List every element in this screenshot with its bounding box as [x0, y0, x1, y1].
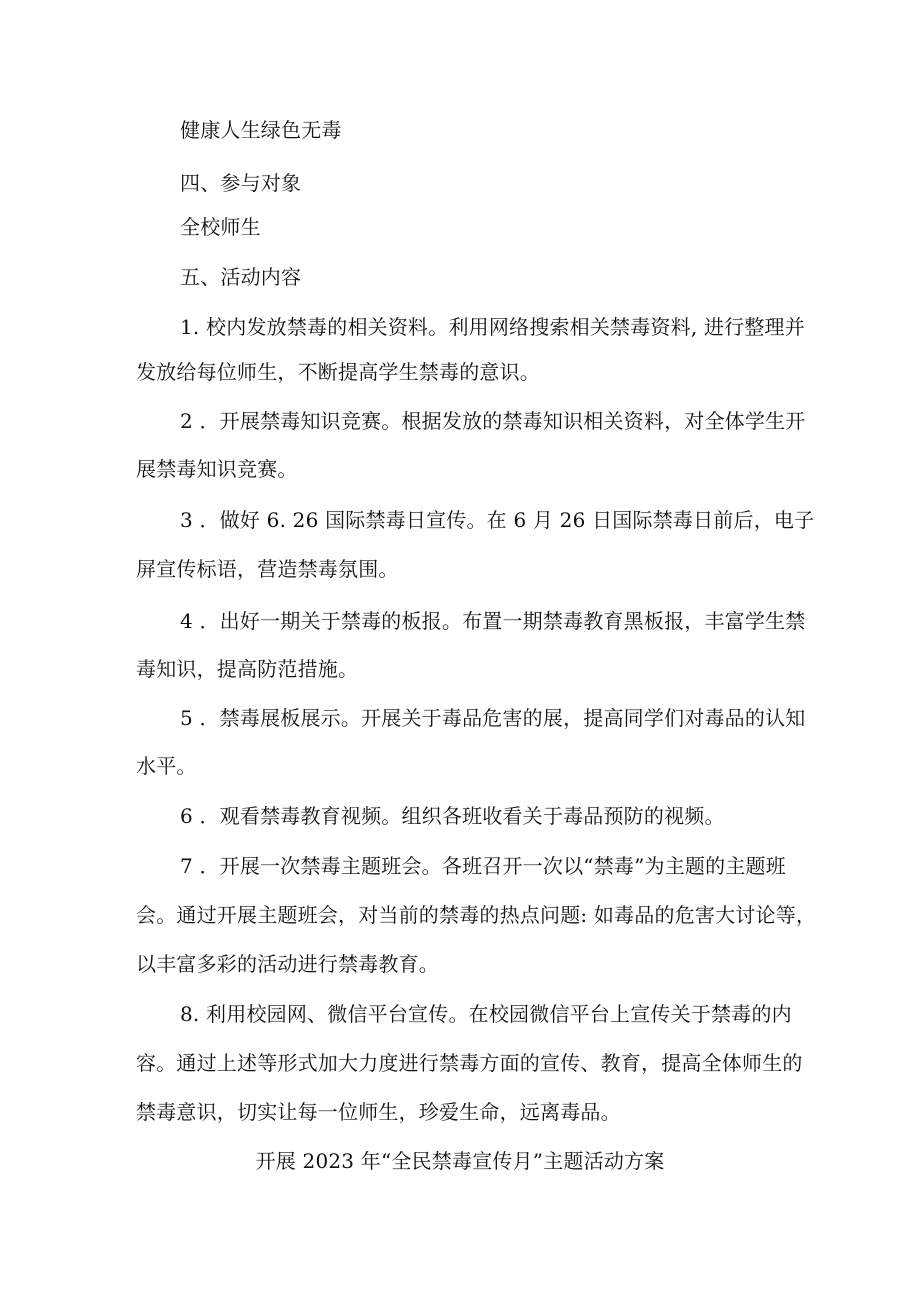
item-4-line-2: 毒知识，提高防范措施。	[136, 657, 359, 681]
item-7-line-1: 7 ．开展一次禁毒主题班会。各班召开一次以“禁毒”为主题的主题班	[180, 854, 786, 878]
item-5-line-2: 水平。	[136, 754, 197, 778]
item-7-line-3: 以丰富多彩的活动进行禁毒教育。	[136, 952, 439, 976]
item-4-line-1: 4 ．出好一期关于禁毒的板报。布置一期禁毒教育黑板报，丰富学生禁	[180, 609, 806, 633]
section-five-title: 五、活动内容	[180, 265, 302, 289]
item-7-line-2: 会。通过开展主题班会，对当前的禁毒的热点问题: 如毒品的危害大讨论等，	[136, 903, 817, 927]
item-1-line-1: 1. 校内发放禁毒的相关资料。利用网络搜索相关禁毒资料, 进行整理并	[180, 315, 805, 339]
next-section-title: 开展 2023 年“全民禁毒宣传月”主题活动方案	[255, 1149, 665, 1173]
item-3-line-1: 3 ．做好 6. 26 国际禁毒日宣传。在 6 月 26 日国际禁毒日前后，电子	[180, 508, 815, 532]
item-3-line-2: 屏宣传标语，营造禁毒氛围。	[136, 557, 399, 581]
participants-text: 全校师生	[180, 215, 261, 239]
item-8-line-3: 禁毒意识，切实让每一位师生，珍爱生命，远离毒品。	[136, 1100, 621, 1124]
item-1-line-2: 发放给每位师生，不断提高学生禁毒的意识。	[136, 360, 540, 384]
section-four-title: 四、参与对象	[180, 171, 302, 195]
item-2-line-2: 展禁毒知识竞赛。	[136, 457, 298, 481]
item-2-line-1: 2 ．开展禁毒知识竞赛。根据发放的禁毒知识相关资料，对全体学生开	[180, 409, 806, 433]
slogan-text: 健康人生绿色无毒	[180, 118, 342, 142]
item-8-line-2: 容。通过上述等形式加大力度进行禁毒方面的宣传、教育，提高全体师生的	[136, 1051, 803, 1075]
item-8-line-1: 8. 利用校园网、微信平台宣传。在校园微信平台上宣传关于禁毒的内	[180, 1002, 792, 1026]
item-5-line-1: 5 ．禁毒展板展示。开展关于毒品危害的展，提高同学们对毒品的认知	[180, 706, 806, 730]
item-6-line-1: 6 ．观看禁毒教育视频。组织各班收看关于毒品预防的视频。	[180, 804, 725, 828]
